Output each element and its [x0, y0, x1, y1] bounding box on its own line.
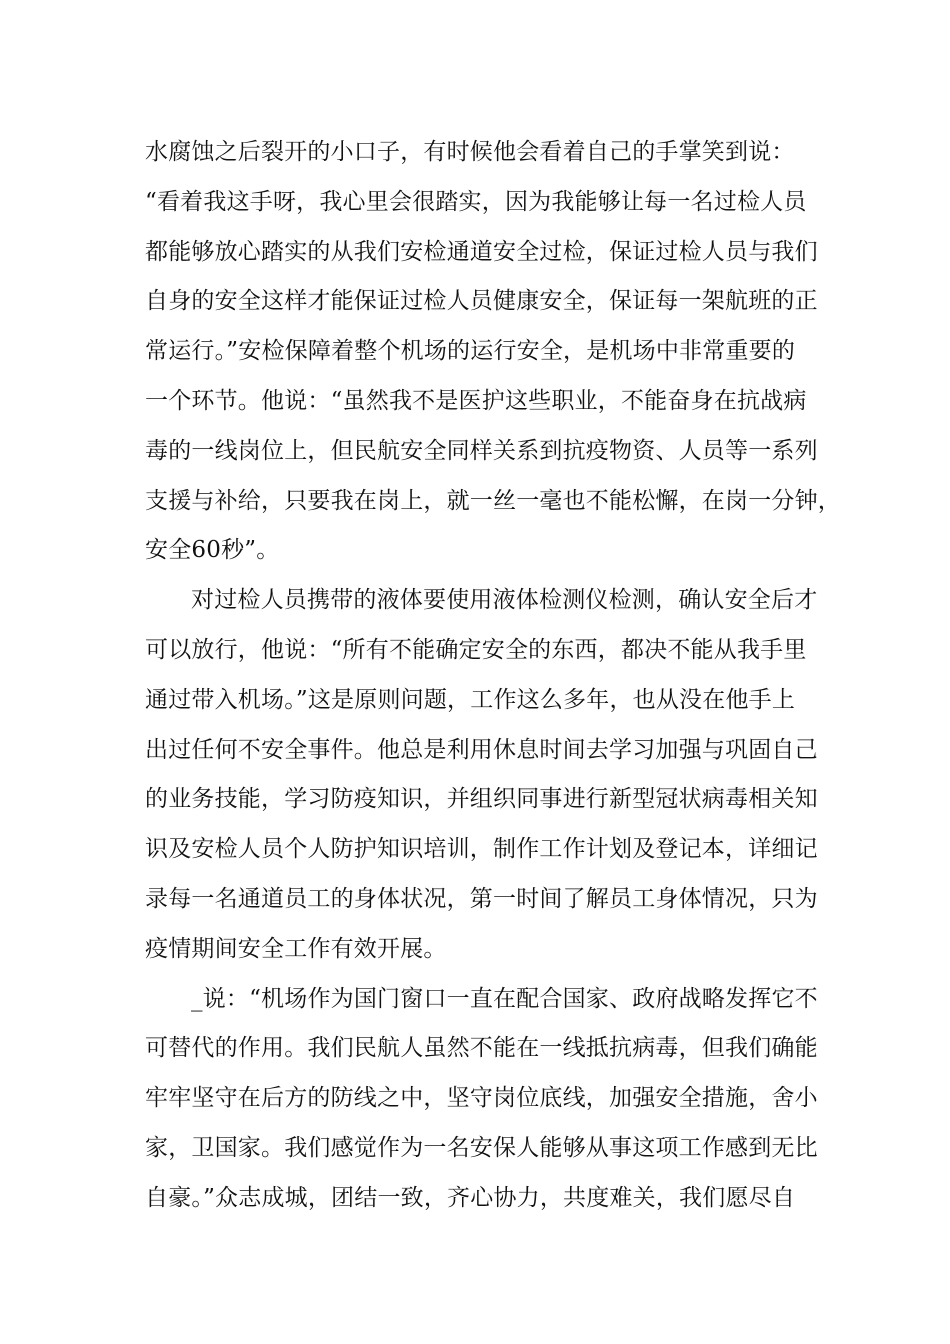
paragraph-3 — [145, 975, 825, 1224]
text-line: 自身的安全这样才能保证过检人员健康安全，保证每一架航班的正 — [145, 288, 818, 315]
text-line: 一个环节。他说：“虽然我不是医护这些职业，不能奋身在抗战病 — [145, 387, 807, 414]
text-line: 安全60秒”。 — [145, 537, 280, 564]
text-line: 常运行。”安检保障着整个机场的运行安全，是机场中非常重要的 — [145, 338, 796, 365]
text-line: 出过任何不安全事件。他总是利用休息时间去学习加强与巩固自己 — [145, 736, 818, 763]
text-line: 支援与补给，只要我在岗上，就一丝一毫也不能松懈，在岗一分钟， — [145, 487, 841, 514]
text-line: 牢牢坚守在后方的防线之中，坚守岗位底线，加强安全措施，舍小 — [145, 1085, 818, 1112]
text-line: 毒的一线岗位上，但民航安全同样关系到抗疫物资、人员等一系列 — [145, 437, 818, 464]
text-line: “看着我这手呀，我心里会很踏实，因为我能够让每一名过检人员 — [145, 188, 807, 215]
text-line: 可以放行，他说：“所有不能确定安全的东西，都决不能从我手里 — [145, 636, 807, 663]
document-body — [145, 128, 841, 1224]
text-line: 通过带入机场。”这是原则问题，工作这么多年，也从没在他手上 — [145, 686, 796, 713]
text-line: 识及安检人员个人防护知识培训，制作工作计划及登记本，详细记 — [145, 836, 818, 863]
text-line: 录每一名通道员工的身体状况，第一时间了解员工身体情况，只为 — [145, 885, 818, 912]
text-line: _说：“机场作为国门窗口一直在配合国家、政府战略发挥它不 — [191, 985, 818, 1012]
text-line: 家，卫国家。我们感觉作为一名安保人能够从事这项工作感到无比 — [145, 1134, 818, 1161]
text-line: 疫情期间安全工作有效开展。 — [145, 935, 447, 962]
text-line: 水腐蚀之后裂开的小口子，有时候他会看着自己的手掌笑到说： — [145, 139, 795, 165]
paragraph-2 — [145, 576, 825, 974]
paragraph-1 — [145, 128, 841, 576]
text-line: 自豪。”众志成城，团结一致，齐心协力，共度难关，我们愿尽自 — [145, 1184, 796, 1211]
text-line: 的业务技能，学习防疫知识，并组织同事进行新型冠状病毒相关知 — [145, 786, 818, 813]
text-line: 都能够放心踏实的从我们安检通道安全过检，保证过检人员与我们 — [145, 238, 818, 265]
text-line: 可替代的作用。我们民航人虽然不能在一线抵抗病毒，但我们确能 — [145, 1035, 818, 1062]
text-line: 对过检人员携带的液体要使用液体检测仪检测，确认安全后才 — [191, 587, 818, 614]
